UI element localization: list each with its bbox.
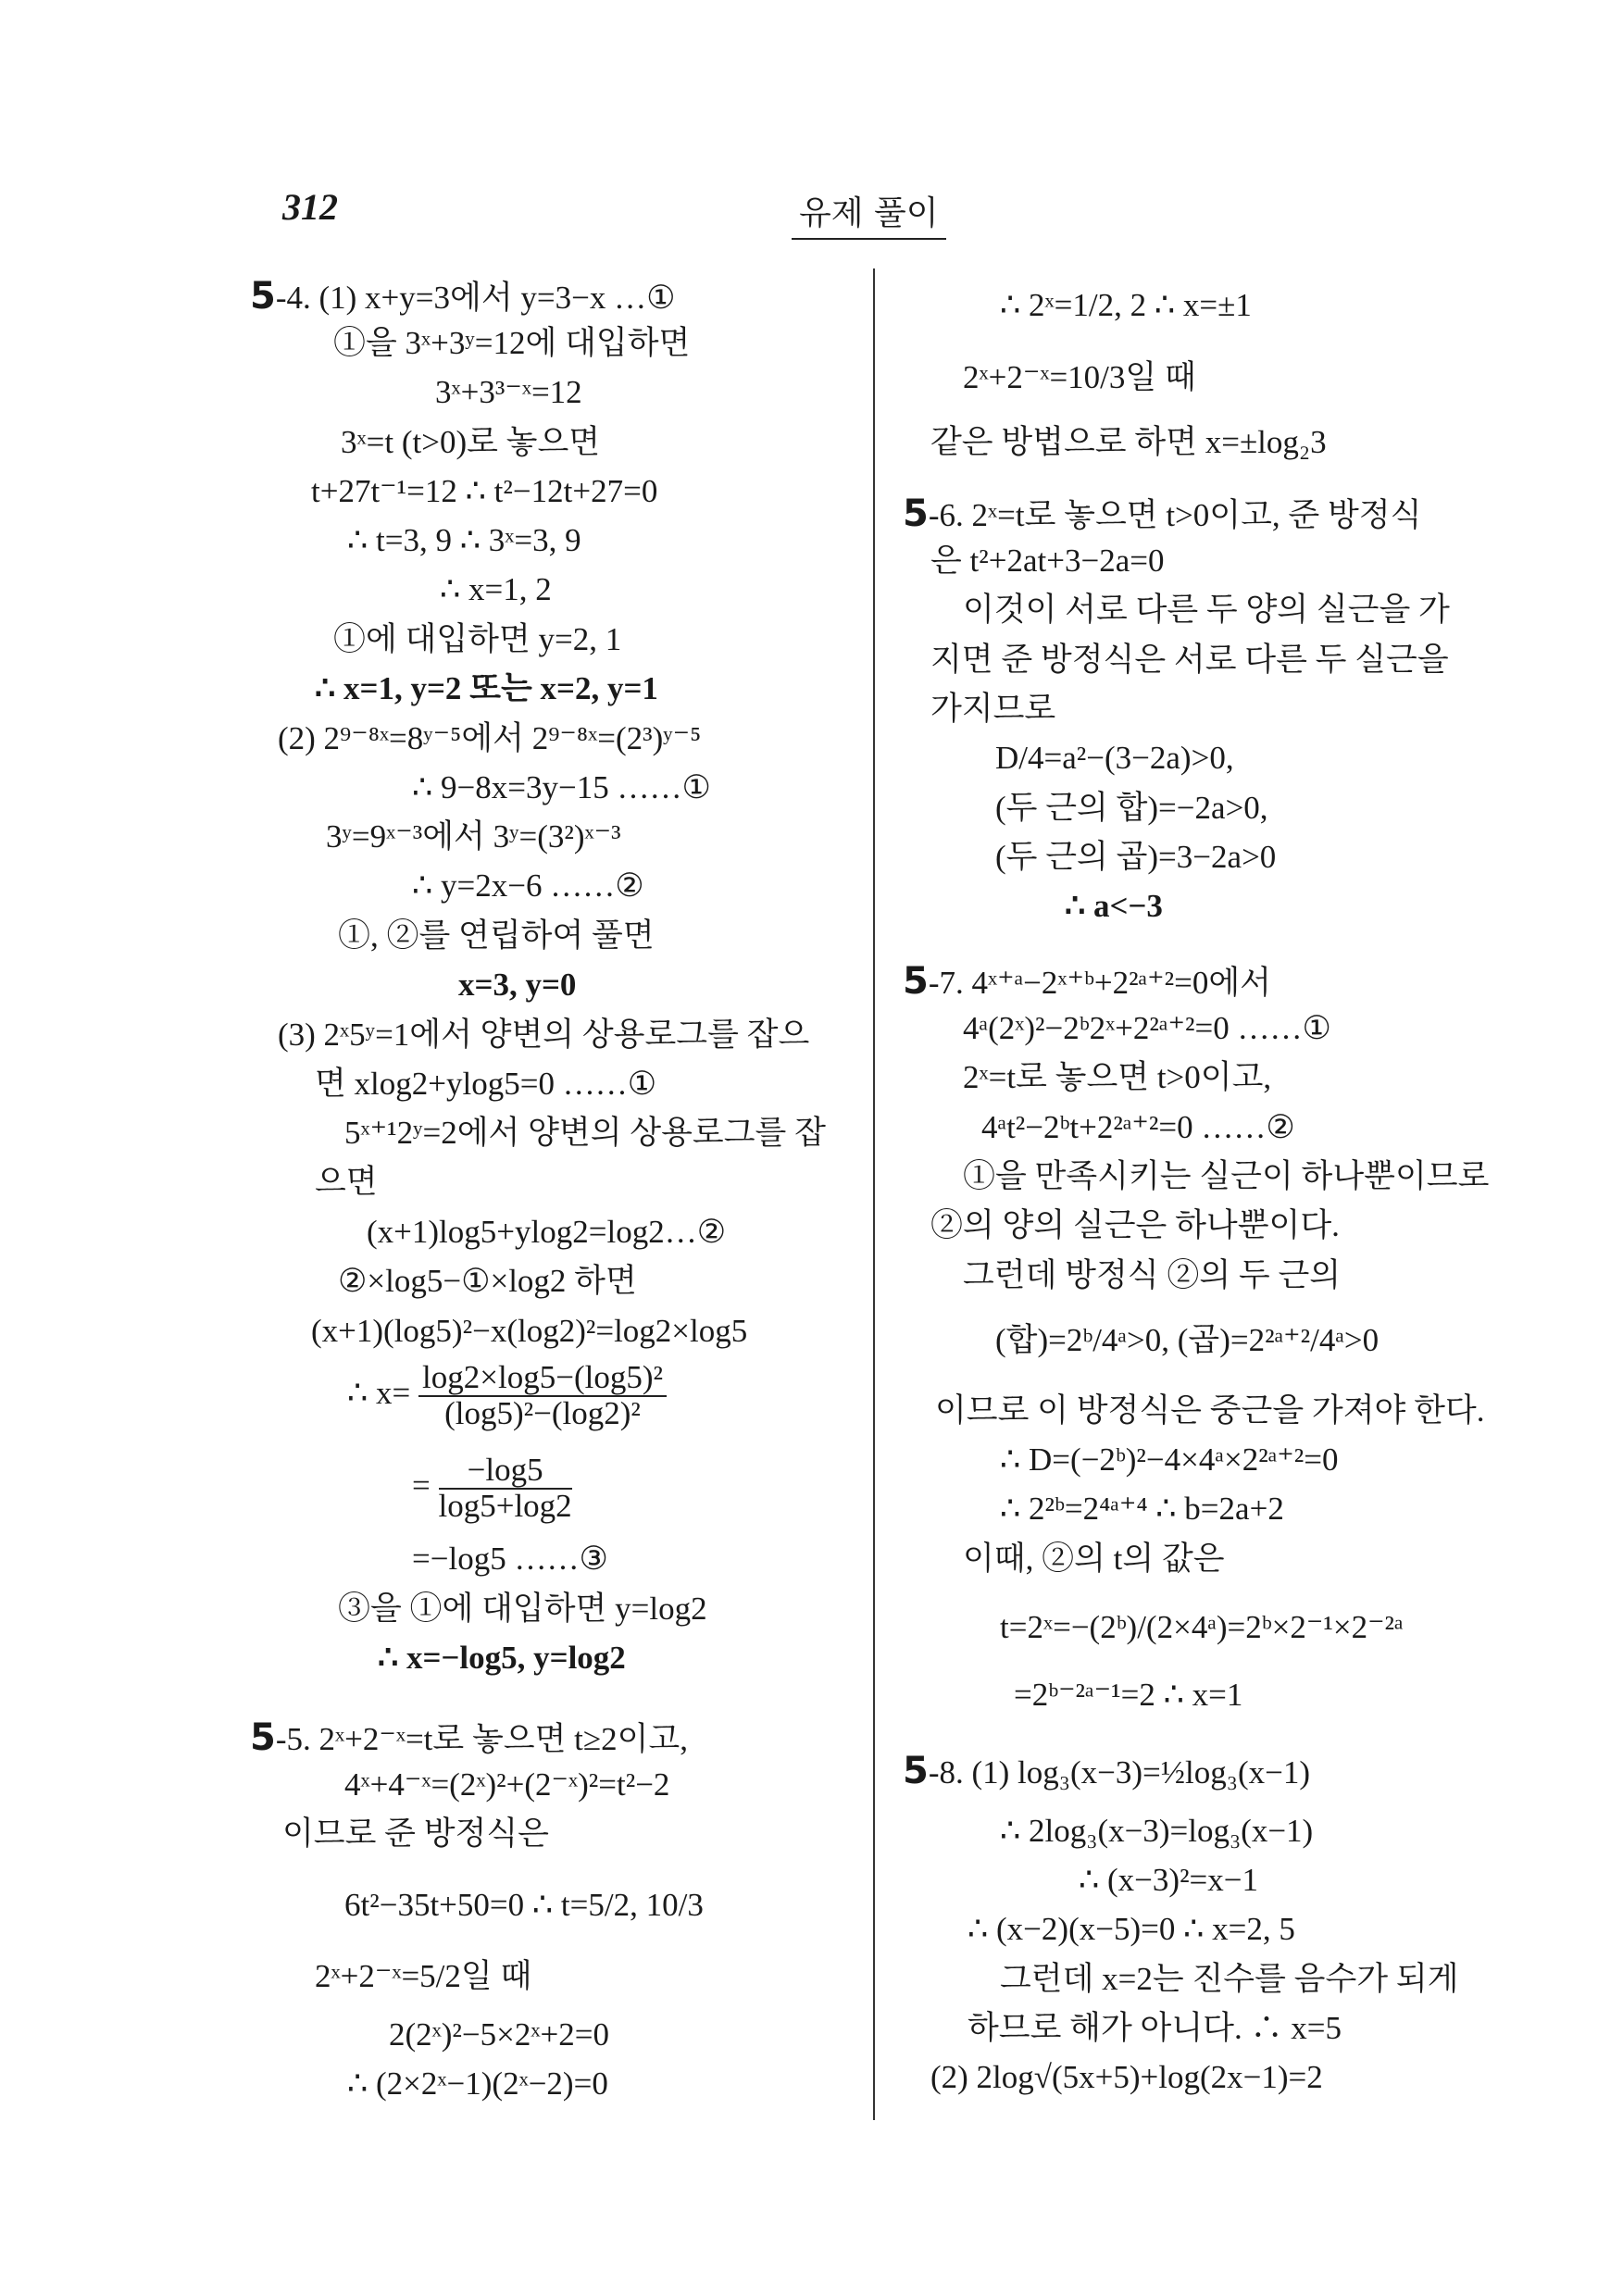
line-text: ①을 3ˣ+3ʸ=12에 대입하면 [333,325,691,361]
solution-line [311,1315,747,1347]
line-text: 가지므로 [930,691,1056,727]
solution-line [440,573,552,605]
problem-number: 5 [903,493,929,535]
problem-number: 5 [903,1750,929,1792]
line-text: ∴ 2log₃(x−3)=log₃(x−1) [1000,1813,1314,1849]
solution-line [412,771,711,804]
fraction: $\frac{\text{log2×log5−(log5)²}}{\text{(log5)²−(log2)²}}$ [418,1361,667,1431]
problem-header-line [250,275,676,318]
line-text: ∴ D=(−2ᵇ)²−4×4ᵃ×2²ᵃ⁺²=0 [1000,1441,1339,1478]
line-text: ∴ a<−3 [1065,888,1163,924]
line-text: 4ᵃ(2ˣ)²−2ᵇ2ˣ+2²ᵃ⁺²=0 ……① [963,1010,1331,1046]
solution-line [412,1542,608,1575]
line-text: ∴ x=−log5, y=log2 [378,1640,626,1676]
line-text: (2) 2log√(5x+5)+log(2x−1)=2 [930,2059,1323,2095]
solution-line [963,1259,1341,1292]
solution-line [367,1216,726,1248]
line-text: -8. (1) log₃(x−3)=½log₃(x−1) [928,1754,1310,1791]
line-text: 6t²−35t+50=0 ∴ t=5/2, 10/3 [344,1887,704,1923]
line-text: 3ˣ+3³⁻ˣ=12 [435,374,582,410]
solution-fraction-line: ∴ x= $\frac{\text{log2×log5−(log5)²}}{\text{(log5)²−(log2)²}}$ [347,1361,667,1431]
line-text: 2(2ˣ)²−5×2ˣ+2=0 [389,2016,609,2053]
solution-line [930,693,1055,725]
line-text: ③을 ①에 대입하면 y=log2 [338,1591,707,1627]
line-text: ①, ②를 연립하여 풀면 [338,917,655,954]
solution-line [341,426,600,458]
problem-number: 5 [250,1716,276,1759]
line-text: ∴ t=3, 9 ∴ 3ˣ=3, 9 [347,522,581,558]
line-text: 4ˣ+4⁻ˣ=(2ˣ)²+(2⁻ˣ)²=t²−2 [344,1766,670,1803]
solution-line [435,376,582,408]
solution-line [458,968,576,1001]
solution-line [963,1542,1225,1575]
solution-line [935,1394,1484,1427]
line-text: t+27t⁻¹=12 ∴ t²−12t+27=0 [311,473,658,509]
solution-line [1000,289,1252,321]
solution-line [995,841,1276,873]
line-text: -5. 2ˣ+2⁻ˣ=t로 놓으면 t≥2이고, [275,1721,688,1757]
solution-line [981,1111,1295,1143]
solution-line [1079,1864,1258,1896]
line-text: (x+1)(log5)²−x(log2)²=log2×log5 [311,1313,748,1349]
problem-header-line [903,493,1422,535]
line-text: ∴ 9−8x=3y−15 ……① [412,769,711,805]
line-text: ∴ 2²ᵇ=2⁴ᵃ⁺⁴ ∴ b=2a+2 [1000,1491,1284,1527]
line-text: (3) 2ˣ5ʸ=1에서 양변의 상용로그를 잡으 [278,1017,810,1053]
line-text: ②×log5−①×log2 하면 [338,1263,637,1299]
solution-fraction-line: = $\frac{-\log 5}{\log 5+\log 2}$ [412,1452,572,1524]
problem-header-line [903,960,1271,1003]
solution-line [1065,890,1163,922]
line-text: -6. 2ˣ=t로 놓으면 t>0이고, 준 방정식 [928,497,1422,533]
line-text: 3ˣ=t (t>0)로 놓으면 [341,424,601,460]
solution-line [315,1960,531,1992]
fraction: $\frac{-\log 5}{\log 5+\log 2}$ [438,1452,572,1524]
solution-line [963,593,1450,626]
line-text: 2ˣ+2⁻ˣ=5/2일 때 [315,1958,532,1994]
solution-line [338,1265,637,1297]
solution-line [963,1160,1489,1192]
solution-line [333,623,621,655]
line-text: (2) 2⁹⁻⁸ˣ=8ʸ⁻⁵에서 2⁹⁻⁸ˣ=(2³)ʸ⁻⁵ [278,720,702,756]
line-text: 으면 [315,1164,378,1200]
solution-line [333,327,690,359]
line-text: 이때, ②의 t의 값은 [963,1541,1225,1577]
column-divider [873,268,875,2120]
solution-line [278,722,701,755]
solution-line [968,1913,1295,1945]
line-text: -4. (1) x+y=3에서 y=3−x …① [275,280,676,316]
solution-line [278,1018,809,1051]
line-text: 그런데 x=2는 진수를 음수가 되게 [1000,1961,1459,1997]
problem-header-line [250,1716,688,1759]
line-text: ∴ y=2x−6 ……② [412,867,644,904]
line-text: ∴ (2×2ˣ−1)(2ˣ−2)=0 [347,2065,608,2102]
line-text: 그런데 방정식 ②의 두 근의 [963,1257,1342,1293]
solution-line [963,1012,1331,1044]
running-title: 유제 풀이 [792,187,946,240]
line-text: ∴ x=1, 2 [440,571,552,607]
solution-line [315,672,658,705]
line-text: 은 t²+2at+3−2a=0 [930,543,1165,579]
line-text: ∴ x=1, y=2 또는 x=2, y=1 [315,670,658,706]
line-text: 이것이 서로 다른 두 양의 실근을 가 [963,592,1450,628]
line-text: =2ᵇ⁻²ᵃ⁻¹=2 ∴ x=1 [1014,1677,1243,1713]
line-text: x=3, y=0 [458,967,577,1003]
line-text: =−log5 ……③ [412,1541,608,1577]
solution-line [968,2012,1342,2044]
line-text: -7. 4ˣ⁺ᵃ−2ˣ⁺ᵇ+2²ᵃ⁺²=0에서 [928,965,1271,1001]
solution-line [389,2018,609,2051]
solution-line [311,475,657,507]
line-text: 5ˣ⁺¹2ʸ=2에서 양변의 상용로그를 잡 [344,1115,826,1151]
solution-line [963,1061,1271,1093]
solution-line [995,792,1268,824]
solution-line [347,524,581,556]
line-text: 2ˣ+2⁻ˣ=10/3일 때 [963,359,1196,395]
line-text: (두 근의 곱)=3−2a>0 [995,839,1277,875]
solution-line [1000,1815,1313,1847]
line-text: (두 근의 합)=−2a>0, [995,790,1268,826]
solution-line [344,1768,669,1801]
solution-line [930,544,1165,577]
solution-line [930,426,1327,458]
line-text: D/4=a²−(3−2a)>0, [995,740,1234,776]
solution-line [412,869,644,902]
line-text: ②의 양의 실근은 하나뿐이다. [930,1207,1340,1243]
solution-line [995,742,1234,774]
solution-line [315,1166,378,1198]
problem-number: 5 [250,275,276,318]
page-number: 312 [282,186,338,228]
line-text: 4ᵃt²−2ᵇt+2²ᵃ⁺²=0 ……② [981,1109,1295,1145]
solution-line [1000,1443,1338,1476]
solution-line [930,1209,1340,1242]
solution-line [347,2067,608,2100]
solution-line [1014,1678,1242,1711]
line-text: 이므로 이 방정식은 중근을 가져야 한다. [935,1392,1485,1429]
line-text: 이므로 준 방정식은 [282,1816,549,1852]
line-text: 같은 방법으로 하면 x=±log₂3 [930,424,1327,460]
solution-line [1000,1492,1284,1525]
line-text: ∴ (x−3)²=x−1 [1079,1862,1259,1898]
line-text: ①에 대입하면 y=2, 1 [333,621,622,657]
solution-line [338,1592,707,1625]
line-text: (합)=2ᵇ/4ᵃ>0, (곱)=2²ᵃ⁺²/4ᵃ>0 [995,1322,1380,1358]
line-text: ①을 만족시키는 실근이 하나뿐이므로 [963,1158,1490,1194]
line-text: 3ʸ=9ˣ⁻³에서 3ʸ=(3²)ˣ⁻³ [326,818,621,855]
solution-line [930,643,1449,676]
line-text: t=2ˣ=−(2ᵇ)/(2×4ᵃ)=2ᵇ×2⁻¹×2⁻²ᵃ [1000,1609,1404,1645]
line-text: ∴ 2ˣ=1/2, 2 ∴ x=±1 [1000,287,1252,323]
line-text: 지면 준 방정식은 서로 다른 두 실근을 [930,642,1449,678]
solution-line [963,361,1196,393]
solution-line [1000,1611,1404,1643]
line-text: 면 xlog2+ylog5=0 ……① [315,1066,657,1102]
solution-line [344,1117,826,1149]
problem-header-line [903,1750,1310,1792]
page-header [0,185,1623,241]
solution-line [315,1067,656,1100]
solution-line [344,1889,704,1921]
solution-line [326,820,621,853]
line-text: 2ˣ=t로 놓으면 t>0이고, [963,1059,1272,1095]
solution-line [338,919,655,952]
line-text: (x+1)log5+ylog2=log2…② [367,1214,727,1250]
line-text: ∴ (x−2)(x−5)=0 ∴ x=2, 5 [968,1911,1295,1947]
solution-line [1000,1963,1458,1995]
solution-line [378,1641,626,1674]
problem-number: 5 [903,960,929,1003]
solution-line [282,1817,549,1850]
line-text: 하므로 해가 아니다. ∴ x=5 [968,2010,1342,2046]
solution-line [995,1324,1379,1356]
solution-line [930,2061,1323,2093]
